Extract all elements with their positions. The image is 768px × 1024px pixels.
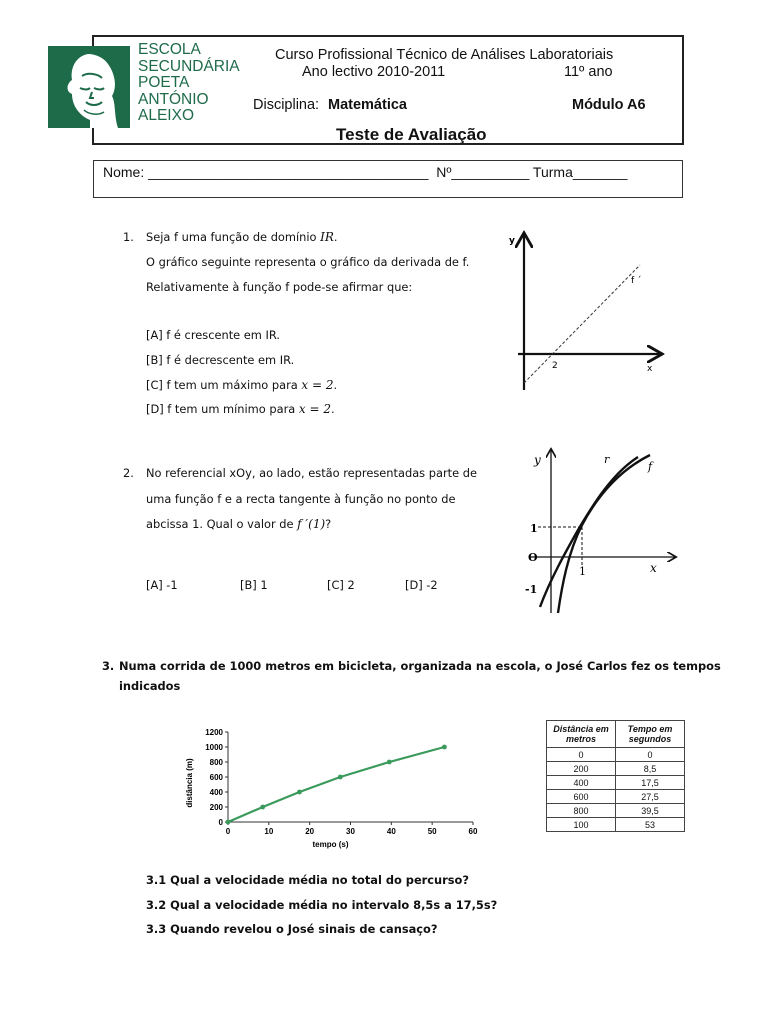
q2-line: No referencial xOy, ao lado, estão representadas parte de — [146, 466, 477, 480]
course-title: Curso Profissional Técnico de Análises Laboratoriais — [275, 47, 614, 63]
q2-f-label: f — [648, 460, 653, 473]
q1-option-a: [A] f é crescente em IR. — [146, 328, 280, 342]
q1-line: O gráfico seguinte representa o gráfico da derivada de f. — [146, 255, 470, 269]
q1-option-d: [D] f tem um mínimo para x = 2. — [146, 402, 335, 416]
q2-option-b: [B] 1 — [240, 578, 268, 592]
q3-data-table — [546, 720, 685, 832]
table-cell: 17,5 — [616, 776, 685, 790]
q2-tangent-r — [540, 457, 638, 607]
q3-line: indicados — [119, 679, 181, 693]
q2-line: abcissa 1. Qual o valor de f ′(1)? — [146, 517, 332, 531]
q1-option-text: [C] f tem um máximo para — [146, 378, 298, 392]
chart-point — [338, 775, 343, 780]
q2-r-label: r — [604, 453, 610, 466]
chart-x-label: tempo (s) — [312, 840, 349, 849]
chart-y-tick-label: 800 — [209, 758, 223, 767]
q1-derivative-graph — [500, 225, 670, 395]
table-cell: 27,5 — [616, 790, 685, 804]
table-cell: 0 — [547, 748, 616, 762]
q2-option-d: [D] -2 — [405, 578, 438, 592]
q2-option-c: [C] 2 — [327, 578, 355, 592]
table-row — [547, 818, 685, 832]
chart-x-tick-label: 50 — [427, 827, 437, 836]
chart-point — [442, 745, 447, 750]
table-row — [547, 748, 685, 762]
chart-x-tick-label: 40 — [386, 827, 396, 836]
q2-one-x-label: 1 — [579, 565, 586, 578]
q2-line-text: abcissa 1. Qual o valor de — [146, 517, 294, 531]
q3-line: Numa corrida de 1000 metros em bicicleta, organizada na escola, o José Carlos fez os tempos — [119, 659, 721, 673]
grade: 11º ano — [564, 64, 613, 80]
table-row — [547, 790, 685, 804]
table-header-row — [547, 721, 685, 748]
table-row — [547, 776, 685, 790]
school-logo-icon — [48, 46, 130, 128]
q1-derivative-line — [524, 265, 640, 383]
chart-x-tick-label: 60 — [468, 827, 478, 836]
q3-distance-chart — [180, 722, 485, 860]
q1-curve-label: f ´ — [631, 276, 642, 286]
q2-line: uma função f e a recta tangente à função no ponto de — [146, 492, 456, 506]
table-cell: 39,5 — [616, 804, 685, 818]
chart-plot — [185, 728, 478, 849]
chart-x-tick-label: 0 — [225, 827, 231, 836]
q1-tick-label: 2 — [552, 361, 558, 371]
table-cell: 200 — [547, 762, 616, 776]
chart-series-line — [228, 747, 444, 822]
table-cell: 600 — [547, 790, 616, 804]
table-cell: 0 — [616, 748, 685, 762]
table-cell: 8,5 — [616, 762, 685, 776]
q2-x-label: x — [650, 561, 657, 575]
chart-y-tick-label: 600 — [209, 773, 223, 782]
table-header: Tempo em segundos — [616, 721, 685, 748]
q2-option-a: [A] -1 — [146, 578, 178, 592]
q3-sub-question: 3.2 Qual a velocidade média no intervalo 8,5s a 17,5s? — [146, 898, 498, 912]
q2-y-label: y — [534, 453, 541, 467]
chart-point — [260, 805, 265, 810]
chart-x-tick-label: 20 — [305, 827, 315, 836]
chart-point — [297, 790, 302, 795]
table-row — [547, 762, 685, 776]
q2-expression: f ′(1) — [297, 517, 326, 531]
q1-option-b: [B] f é decrescente em IR. — [146, 353, 295, 367]
student-info-line: Nome: ____________________________________ Nº__________ Turma_______ — [103, 164, 628, 180]
q1-line-text: Seja f uma função de domínio — [146, 230, 317, 244]
chart-point — [387, 760, 392, 765]
discipline-label: Disciplina: — [253, 97, 320, 113]
q1-option-c: [C] f tem um máximo para x = 2. — [146, 378, 338, 392]
school-line: SECUNDÁRIA — [138, 57, 240, 75]
school-name — [138, 42, 240, 125]
q1-y-label: y — [509, 236, 515, 246]
school-line: POETA — [138, 74, 190, 92]
q1-line: Seja f uma função de domínio IR. — [146, 230, 338, 244]
q2-function-f — [558, 455, 650, 613]
school-line: ESCOLA — [138, 41, 201, 58]
q1-line: Relativamente à função f pode-se afirmar que: — [146, 280, 413, 294]
q1-option-text: [D] f tem um mínimo para — [146, 402, 296, 416]
chart-y-label: distância (m) — [185, 758, 194, 808]
chart-y-tick-label: 400 — [209, 788, 223, 797]
q3-number: 3. — [102, 659, 115, 673]
test-title: Teste de Avaliação — [336, 125, 487, 144]
q2-minus-one-label: -1 — [525, 583, 538, 596]
table-header: Distância em metros — [547, 721, 616, 748]
module: Módulo A6 — [572, 97, 646, 113]
table-body — [547, 748, 685, 832]
q1-option-math: x = 2 — [298, 402, 331, 416]
school-year: Ano lectivo 2010-2011 — [302, 64, 446, 80]
q1-number: 1. — [123, 230, 134, 244]
chart-y-tick-label: 1000 — [205, 743, 223, 752]
chart-y-tick-label: 0 — [218, 818, 223, 827]
q2-one-y-label: 1 — [530, 522, 538, 535]
school-line: ALEIXO — [138, 107, 194, 125]
chart-y-tick-label: 200 — [209, 803, 223, 812]
table-cell: 53 — [616, 818, 685, 832]
q1-x-label: x — [647, 364, 653, 374]
q3-sub-question: 3.3 Quando revelou o José sinais de cansaço? — [146, 922, 438, 936]
chart-x-tick-label: 10 — [264, 827, 274, 836]
q1-option-math: x = 2 — [301, 378, 334, 392]
q2-number: 2. — [123, 466, 134, 480]
school-line: ANTÓNIO — [138, 90, 209, 108]
table-cell: 400 — [547, 776, 616, 790]
q2-tangent-graph — [520, 445, 680, 615]
q2-origin-label: O — [528, 551, 538, 564]
q1-domain: IR — [320, 230, 334, 244]
table-cell: 100 — [547, 818, 616, 832]
table-row — [547, 804, 685, 818]
table-cell: 800 — [547, 804, 616, 818]
chart-point — [226, 820, 231, 825]
q3-sub-question: 3.1 Qual a velocidade média no total do percurso? — [146, 873, 469, 887]
discipline: Matemática — [328, 97, 407, 113]
chart-x-tick-label: 30 — [346, 827, 355, 836]
chart-y-tick-label: 1200 — [205, 728, 223, 737]
